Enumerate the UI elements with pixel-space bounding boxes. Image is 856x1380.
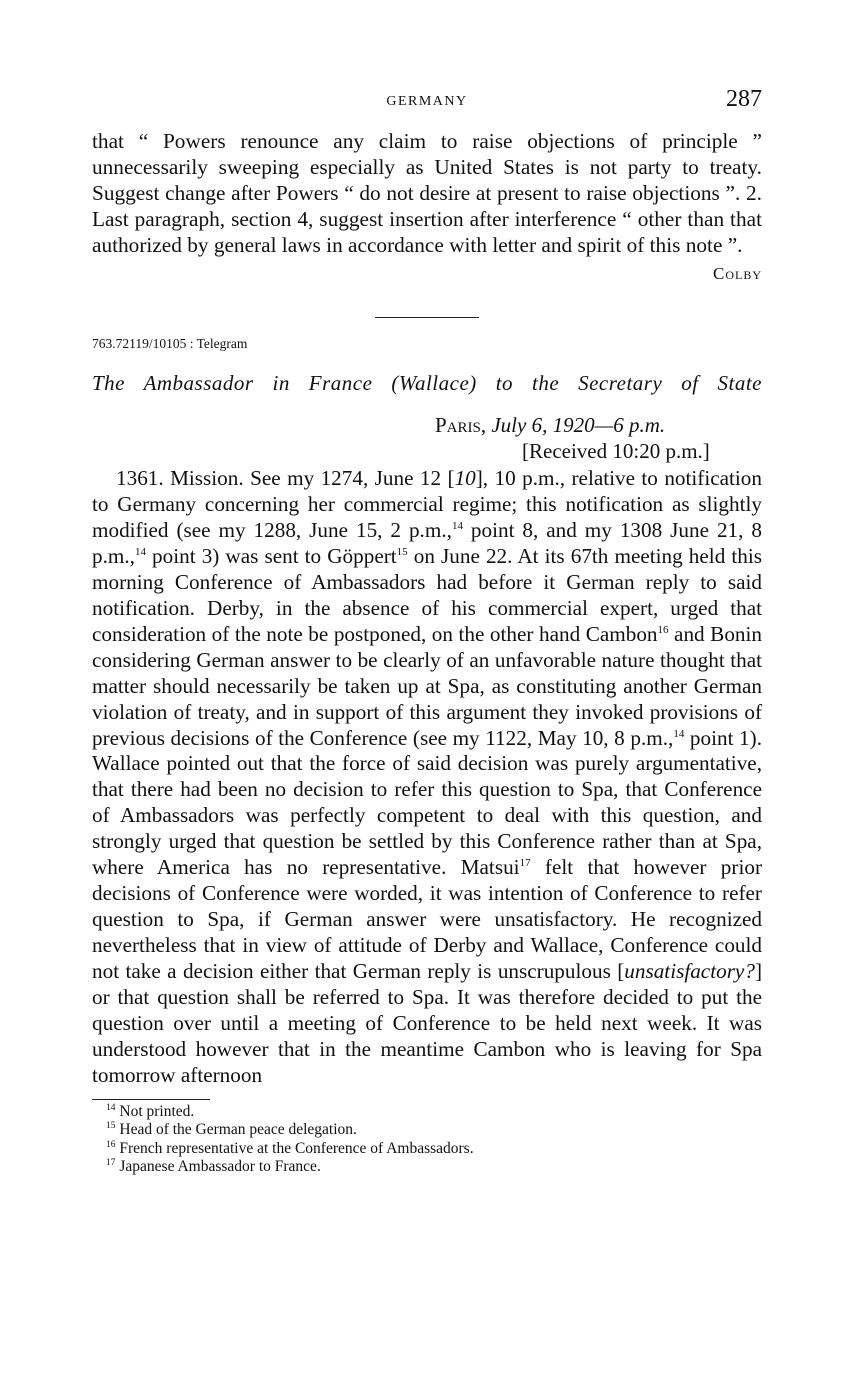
body-text: point 1). Wallace pointed out that the force of said decision was purely argumentative, that there had been no decision to refer this question to Spa, that Conference of Ambassadors was perfectly competent to deal with this question, and strongly urged that question be settled by this Conference rather than at Spa, where America has no representative. Matsui [92,725,762,880]
running-head [92,86,762,118]
footnote-text: Not printed. [119,1102,195,1120]
body-text: felt that however prior decisions of Conference were worded, it was intention of Conference to refer question to Spa, if German answer were unsatisfactory. He recognized nevertheless that in view of attitude of Derby and Wallace, Conference could not take a decision either that German reply is unscrupulous [ [92,855,762,984]
received-line: [Received 10:20 p.m.] [522,439,710,463]
body-text: ], 10 p.m., relative to notification to Germany concerning her commercial regime; this notification as slightly modified (see my 1288, June 15, 2 p.m., [92,466,762,542]
section-divider [375,317,479,318]
footnote-mark: 14 [106,1102,116,1113]
footnote-mark: 16 [106,1139,116,1150]
file-reference: 763.72119/10105 : Telegram [92,336,248,351]
footnotes [92,1103,762,1177]
dateline-date: July 6, 1920—6 p.m. [491,413,666,437]
footnote-text: Head of the German peace delegation. [119,1121,357,1139]
footnote-ref: 15 [396,545,408,558]
body-text: ] or that question shall be referred to Spa. It was therefore decided to put the question over until a meeting of Conference to be held next week. It was understood however that in the meantime Cambon who is leaving for Spa tomorrow afternoon [92,959,762,1087]
body-text: point 8, and my 1308 June 21, 8 p.m., [92,517,762,568]
dateline [92,412,762,438]
continuation-paragraph: that “ Powers renounce any claim to raise objections of principle ” unnecessarily sweeping especially as United States is not party to treaty. Suggest change after Powers “ do not desire at present to raise objections ”. 2. Last paragraph, section 4, suggest insertion after interference “ other than that authorized by general laws in accordance with letter and spirit of this note ”. [92,129,762,257]
footnote-text: Japanese Ambassador to France. [119,1158,321,1176]
signature: Colby [712,264,762,283]
footnote [106,1121,762,1140]
page-number: 287 [726,86,762,112]
footnote-mark: 17 [106,1158,116,1169]
body-italic-text: 10 [454,466,476,490]
footnote-rule [92,1099,210,1100]
body-text: on June 22. At its 67th meeting held this morning Conference of Ambassadors had before it German reply to said notification. Derby, in the absence of his commercial expert, urged that consideration of the note be postponed, on the other hand Cambon [92,543,762,646]
footnote-text: French representative at the Conference of Ambassadors. [119,1139,474,1157]
body-text: and Bonin considering German answer to be clearly of an unfavorable nature thought that matter should necessarily be taken up at Spa, as constituting another German violation of treaty, and in support of this argument they invoked provisions of previous decisions of the Conference (see my 1122, May 10, 8 p.m., [92,621,762,750]
footnote-ref: 16 [657,623,669,636]
footnote [106,1103,762,1122]
document-title: The Ambassador in France (Wallace) to the Secretary of State [92,371,762,395]
body-text: 1361. Mission. See my 1274, June 12 [ [116,466,455,490]
footnote [106,1140,762,1159]
body-italic-text: unsatisfactory? [624,959,755,984]
body-text: point 3) was sent to Göppert [145,543,397,568]
footnote [106,1158,762,1177]
footnote-mark: 15 [106,1121,116,1132]
footnote-ref: 14 [451,519,463,532]
footnote-ref: 14 [134,545,146,558]
footnote-ref: 17 [519,857,531,870]
running-title: GERMANY [386,94,468,109]
document-page [92,86,762,1177]
dateline-place: Paris, [435,413,487,437]
telegram-body [92,466,762,1089]
footnote-ref: 14 [673,727,685,740]
